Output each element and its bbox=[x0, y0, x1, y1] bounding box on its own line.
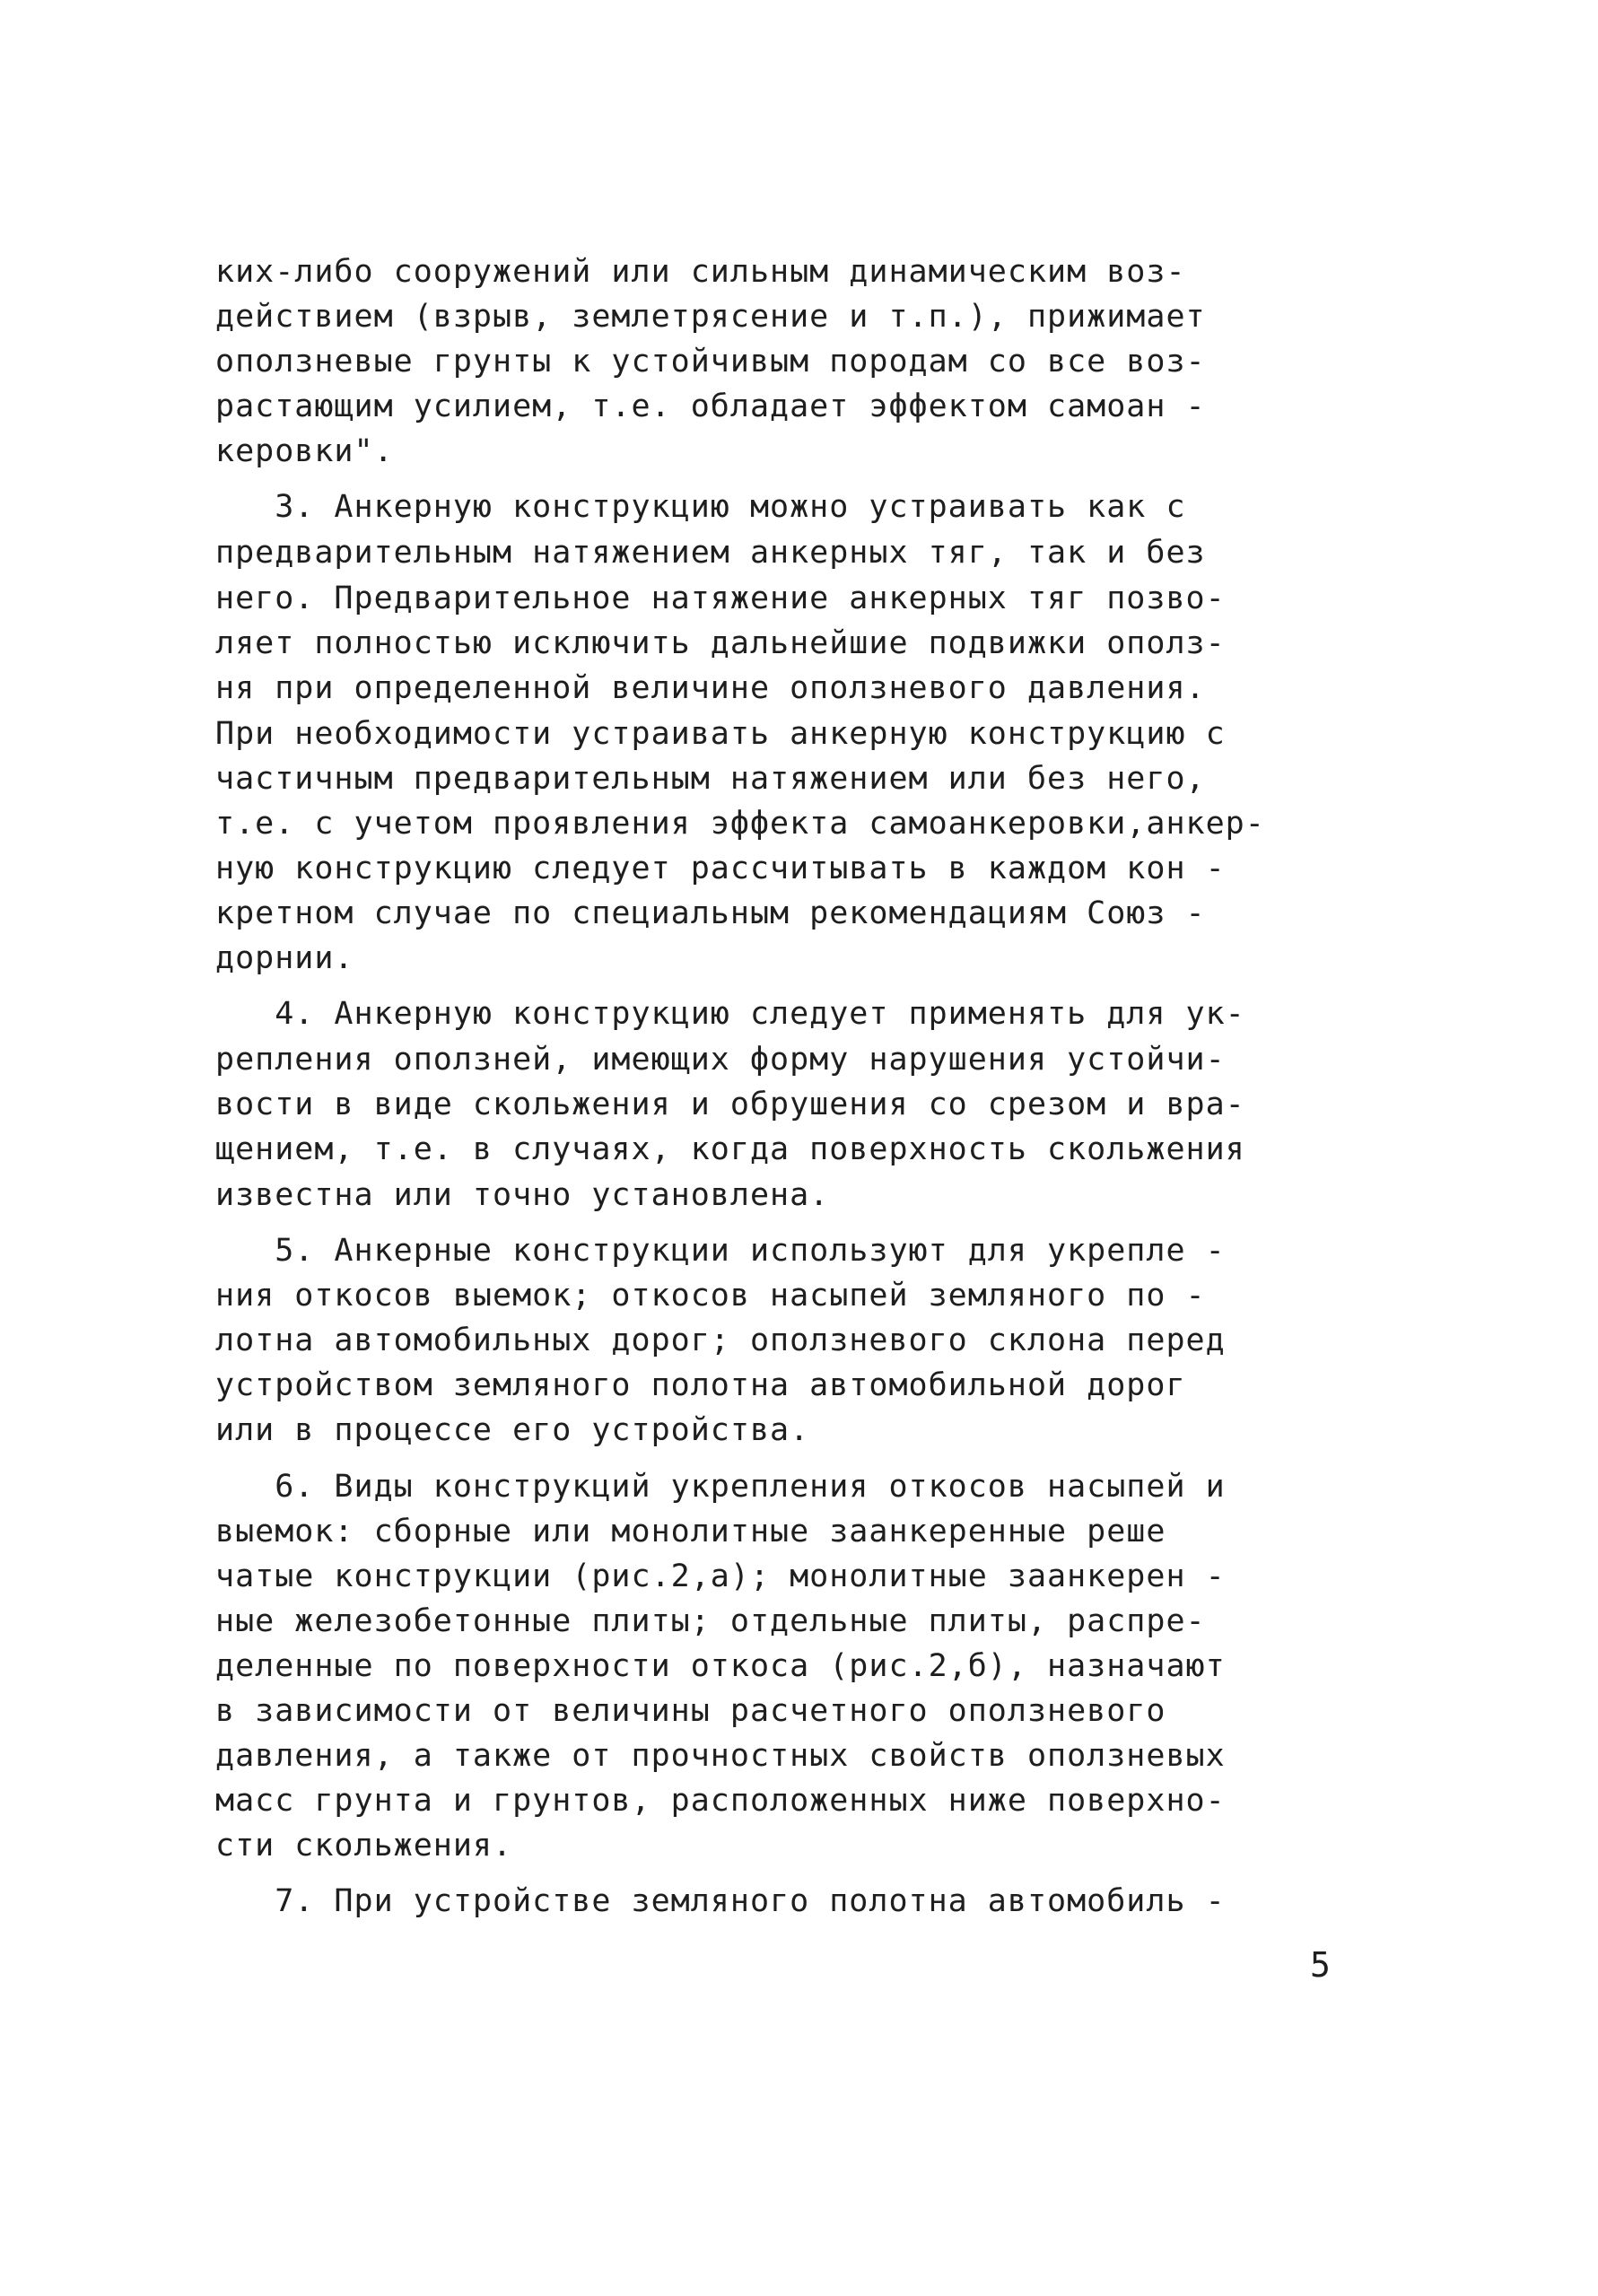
text-line: известна или точно установлена. bbox=[215, 1177, 830, 1213]
text-line: в зависимости от величины расчетного оползневого bbox=[215, 1693, 1166, 1729]
text-line: 3. Анкерную конструкцию можно устраивать как с bbox=[215, 489, 1186, 525]
text-line: лотна автомобильных дорог; оползневого склона перед bbox=[215, 1323, 1226, 1358]
text-line: ляет полностью исключить дальнейшие подвижки ополз- bbox=[215, 625, 1226, 661]
text-line: ную конструкцию следует рассчитывать в каждом кон - bbox=[215, 851, 1226, 886]
text-line: керовки". bbox=[215, 433, 394, 469]
text-line: действием (взрыв, землетрясение и т.п.), прижимает bbox=[215, 299, 1206, 335]
text-line: выемок: сборные или монолитные заанкеренные реше bbox=[215, 1514, 1166, 1550]
text-line: или в процессе его устройства. bbox=[215, 1412, 810, 1448]
text-line: частичным предварительным натяжением или без него, bbox=[215, 761, 1206, 797]
text-line: ня при определенной величине оползневого давления. bbox=[215, 670, 1206, 706]
text-line: ные железобетонные плиты; отдельные плиты, распре- bbox=[215, 1603, 1206, 1639]
text-line: 4. Анкерную конструкцию следует применять для ук- bbox=[215, 996, 1245, 1032]
text-line: ния откосов выемок; откосов насыпей земляного по - bbox=[215, 1278, 1206, 1314]
text-line: репления оползней, имеющих форму нарушения устойчи- bbox=[215, 1042, 1226, 1078]
text-line: чатые конструкции (рис.2,а); монолитные заанкерен - bbox=[215, 1558, 1226, 1594]
page-number: 5 bbox=[1310, 1945, 1331, 1985]
text-line: оползневые грунты к устойчивым породам со все воз- bbox=[215, 344, 1206, 380]
text-line: вости в виде скольжения и обрушения со срезом и вра- bbox=[215, 1087, 1245, 1122]
text-line: При необходимости устраивать анкерную конструкцию с bbox=[215, 716, 1226, 752]
text-line: 6. Виды конструкций укрепления откосов насыпей и bbox=[215, 1469, 1226, 1505]
text-line: щением, т.е. в случаях, когда поверхность скольжения bbox=[215, 1131, 1245, 1167]
text-line: ких-либо сооружений или сильным динамическим воз- bbox=[215, 254, 1186, 290]
text-line: кретном случае по специальным рекомендациям Союз - bbox=[215, 895, 1206, 931]
text-line: предварительным натяжением анкерных тяг, так и без bbox=[215, 535, 1206, 571]
text-line: давления, а также от прочностных свойств оползневых bbox=[215, 1738, 1226, 1774]
text-line: растающим усилием, т.е. обладает эффектом самоан - bbox=[215, 388, 1206, 424]
text-line: т.е. с учетом проявления эффекта самоанкеровки,анкер- bbox=[215, 806, 1265, 842]
text-line: сти скольжения. bbox=[215, 1828, 513, 1864]
text-line: него. Предварительное натяжение анкерных тяг позво- bbox=[215, 581, 1226, 616]
text-line: деленные по поверхности откоса (рис.2,б), назначают bbox=[215, 1648, 1226, 1684]
text-line: масс грунта и грунтов, расположенных ниже поверхно- bbox=[215, 1783, 1226, 1819]
text-line: 7. При устройстве земляного полотна автомобиль - bbox=[215, 1883, 1226, 1919]
text-line: 5. Анкерные конструкции используют для укрепле - bbox=[215, 1233, 1226, 1269]
text-line: дорнии. bbox=[215, 940, 354, 976]
text-line: устройством земляного полотна автомобильной дорог bbox=[215, 1367, 1186, 1403]
